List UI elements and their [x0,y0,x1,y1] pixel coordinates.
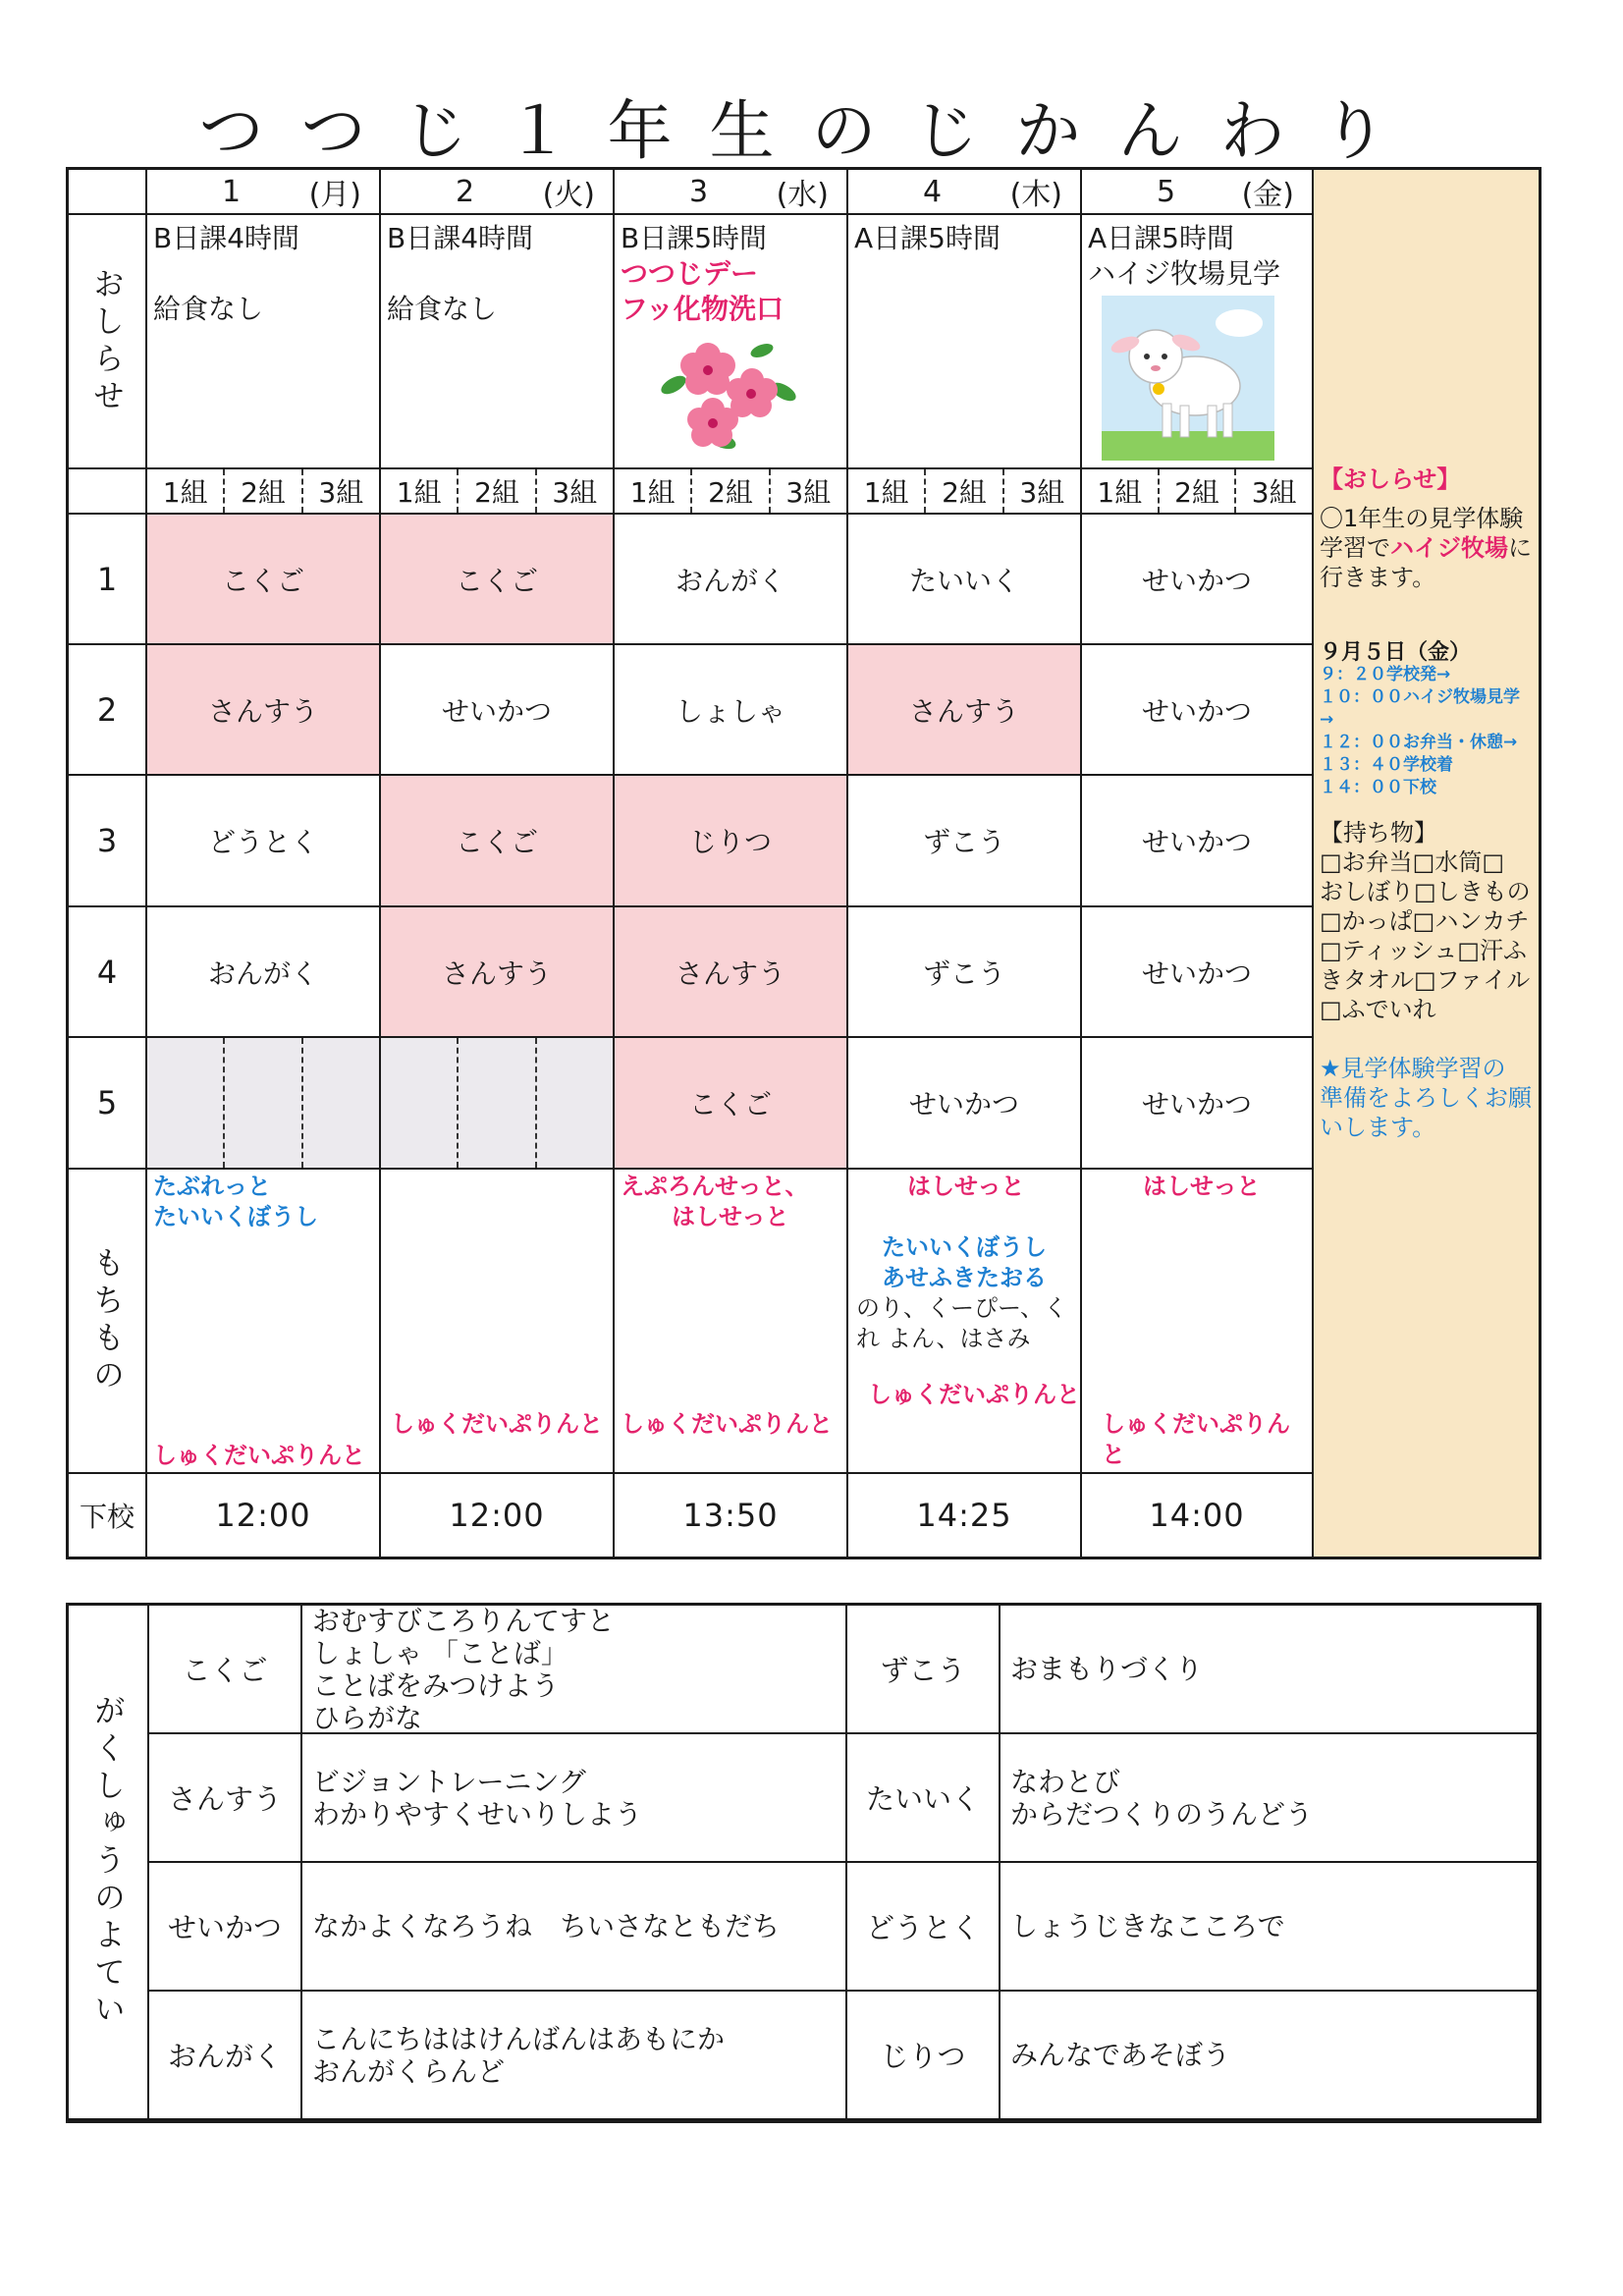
plan-subject: さんすう [149,1734,302,1863]
homework-text: しゅくだいぷりんと [1102,1410,1290,1468]
lesson-cell: さんすう [848,645,1082,776]
period-label: 1 [69,515,147,645]
item-text: たいいくぼうし [882,1233,1047,1261]
lesson-cell: せいかつ [381,645,615,776]
plan-subject: ずこう [847,1606,1001,1734]
item-text: のり、くーぴー、くれ [856,1294,1068,1352]
lesson-cell: さんすう [615,907,848,1038]
oshirase-label: おしらせ [69,215,147,469]
notice-cell: B日課4時間 給食なし [147,215,381,469]
request-note: ★見学体験学習の 準備をよろしくお願 いします。 [1320,1055,1532,1141]
azalea-flower-illustration [654,331,801,459]
kumi-header: 1組 2組 3組 [381,469,615,515]
day-header: 5 (金) [1082,170,1314,215]
homework-text: しゅくだいぷりんと [621,1410,833,1438]
kumi-corner [69,469,147,515]
lamb-illustration [1102,296,1274,461]
lesson-cell: たいいく [848,515,1082,645]
day-header: 1 (月) [147,170,381,215]
kumi-header: 1組 2組 3組 [848,469,1082,515]
corner-cell [69,170,147,215]
plan-units: しょうじきなこころで [1001,1863,1539,1992]
field-trip-schedule: ９月５日（金） ９：２０学校発→ １０：００ハイジ牧場見学→ １２：００お弁当・休憩→ １３：４０学校着 １４：００下校 [1320,640,1520,797]
learning-plan-table [66,1603,1542,2123]
dismissal-time: 12:00 [147,1474,381,1557]
items-cell [1082,1170,1314,1474]
items-cell [147,1170,381,1474]
lesson-cell: さんすう [381,907,615,1038]
plan-units: みんなであそぼう [1001,1992,1539,2120]
lesson-cell: せいかつ [1082,515,1314,645]
lesson-cell: こくご [147,515,381,645]
lesson-cell: せいかつ [1082,1038,1314,1170]
day-header: 3 (水) [615,170,848,215]
notice-cell: B日課4時間 給食なし [381,215,615,469]
items-list: 【持ち物】 □お弁当□水筒□ おしぼり□しきもの □かっぱ□ハンカチ □ティッシュ□汗ふ きタオル□ファイル □ふでいれ [1320,819,1531,1023]
items-cell [615,1170,848,1474]
plan-subject: どうとく [847,1863,1001,1992]
lesson-cell: どうとく [147,776,381,907]
items-cell [381,1170,615,1474]
notice-cell: A日課5時間 [848,215,1082,469]
kumi-header: 1組 2組 3組 [147,469,381,515]
notice-cell: B日課5時間 つつじデー フッ化物洗口 [615,215,848,469]
plan-subject: せいかつ [149,1863,302,1992]
lesson-cell: せいかつ [848,1038,1082,1170]
item-text: えぷろんせっと、 [621,1173,809,1200]
homework-text: しゅくだいぷりんと [868,1381,1080,1408]
homework-text: しゅくだいぷりんと [153,1442,365,1469]
gakushu-label: がくしゅうのよてい [69,1606,149,2120]
plan-units: なわとび からだつくりのうんどう [1001,1734,1539,1863]
lesson-cell: おんがく [147,907,381,1038]
kumi-header: 1組 2組 3組 [1082,469,1314,515]
plan-units: こんにちははけんばんはあもにか おんがくらんど [302,1992,847,2120]
lesson-cell: じりつ [615,776,848,907]
item-text: はしせっと [907,1173,1025,1200]
side-notes-column [1314,170,1539,1557]
side-notice-text: 〇1年生の見学体験 学習でハイジ牧場に 行きます。 [1320,505,1532,591]
homework-text: しゅくだいぷりんと [391,1410,603,1438]
page-title: つつじ１年生のじかんわり [198,93,1425,169]
kumi-header: 1組 2組 3組 [615,469,848,515]
dismissal-time: 14:00 [1082,1474,1314,1557]
lesson-cell: こくご [615,1038,848,1170]
side-notice-heading: 【おしらせ】 [1320,465,1461,493]
plan-units: おまもりづくり [1001,1606,1539,1734]
lesson-cell: こくご [381,776,615,907]
item-text: よん、はさみ [888,1325,1031,1352]
item-text: たぶれっと [153,1173,271,1200]
period-label: 5 [69,1038,147,1170]
lesson-cell: せいかつ [1082,907,1314,1038]
day-header: 2 (火) [381,170,615,215]
item-text: はしせっと [1143,1173,1261,1200]
item-text: たいいくぼうし [153,1203,318,1230]
item-text: はしせっと [672,1203,789,1230]
dismissal-time: 12:00 [381,1474,615,1557]
lesson-cell: おんがく [615,515,848,645]
no-lesson-cell [381,1038,615,1170]
gekou-label: 下校 [69,1474,147,1557]
items-cell [848,1170,1082,1474]
dismissal-time: 13:50 [615,1474,848,1557]
plan-units: ビジョントレーニング わかりやすくせいりしよう [302,1734,847,1863]
lesson-cell: せいかつ [1082,645,1314,776]
plan-subject: たいいく [847,1734,1001,1863]
lesson-cell: こくご [381,515,615,645]
lesson-cell: ずこう [848,776,1082,907]
plan-subject: じりつ [847,1992,1001,2120]
notice-cell: A日課5時間 ハイジ牧場見学 [1082,215,1314,469]
plan-units: なかよくなろうね ちいさなともだち [302,1863,847,1992]
timetable [66,167,1542,1559]
plan-units: おむすびころりんてすと しょしゃ 「ことば」 ことばをみつけよう ひらがな [302,1606,847,1734]
period-label: 3 [69,776,147,907]
no-lesson-cell [147,1038,381,1170]
day-header: 4 (木) [848,170,1082,215]
item-text: あせふきたおる [882,1264,1047,1291]
lesson-cell: さんすう [147,645,381,776]
lesson-cell: しょしゃ [615,645,848,776]
period-label: 2 [69,645,147,776]
lesson-cell: せいかつ [1082,776,1314,907]
mochimono-label: もちもの [69,1170,147,1474]
period-label: 4 [69,907,147,1038]
plan-subject: こくご [149,1606,302,1734]
lesson-cell: ずこう [848,907,1082,1038]
plan-subject: おんがく [149,1992,302,2120]
dismissal-time: 14:25 [848,1474,1082,1557]
